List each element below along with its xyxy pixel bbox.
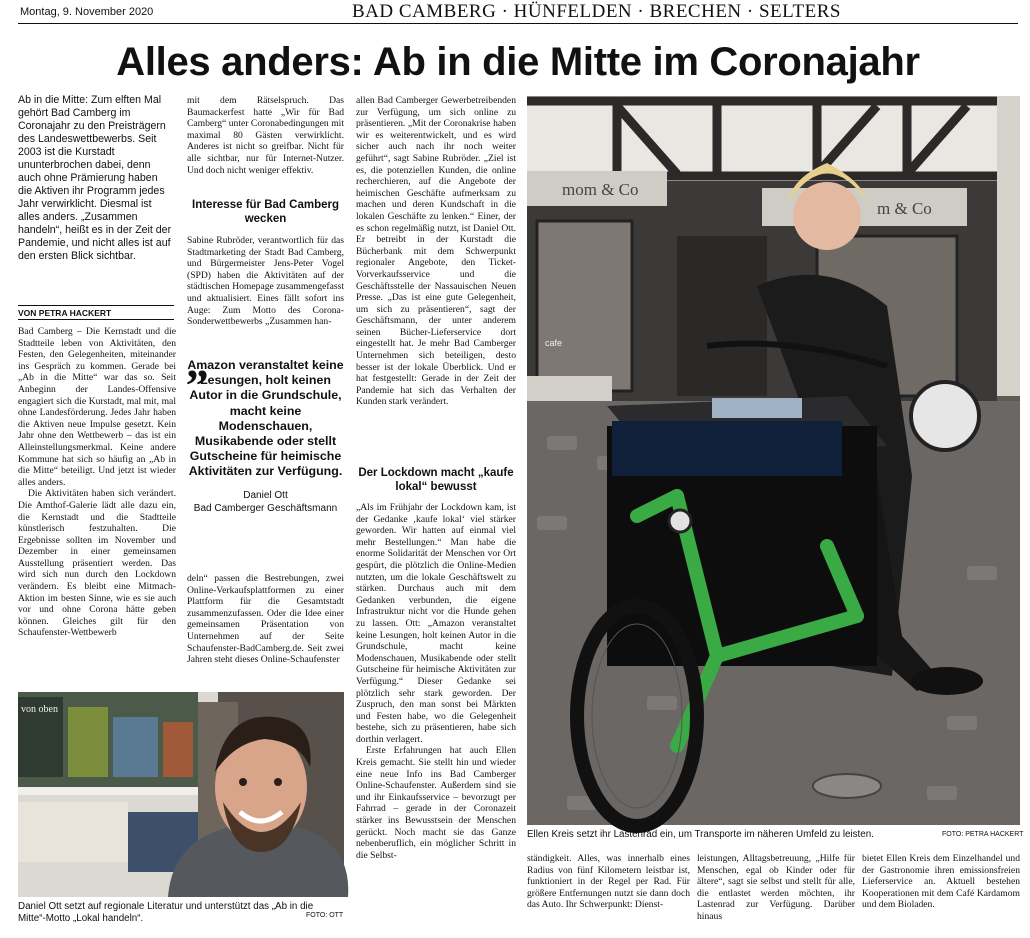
paragraph: Bad Camberg – Die Kernstadt und die Stadtteile leben von Aktivitäten, den Festen, den Gelegenheiten, miteinander ins Gespräch zu kommen. Gerade bei „Ab in die Mitte“ war das so. Seit Anbeginn der Landes-Offensive engagiert sich die Kurstadt, mal mit, mal ohne Landesförderung. Jedes Jahr haben die Aktiven neue Impulse gesetzt. Kein Jahr ohne den Wettbewerb – das ist ein Alleinstellungsmerkmal. Keine andere Kommune hat sich so häufig an „Ab in die Mitte“ beteiligt. Und jetzt ist wieder alles anders. [18,326,176,488]
cafe-sign: cafe [545,338,563,348]
cargo-bike-photo-illustration [527,96,1020,825]
quote-author [187,489,344,515]
paragraph: leistungen, Alltagsbetreuung, „Hilfe für Menschen, egal ob Kinder oder für ältere“, sagt sie selbst und stellt für alle, die entlastet werden möchten, ihr Lastenrad zur Verfügung. Darüber hinaus [697,853,855,922]
subheading: Interesse für Bad Camberg wecken [192,199,339,225]
quote-text: Amazon veranstaltet keine Lesungen, holt keinen Autor in die Grundschule, macht keine Modenschauen, Musikabende oder stellt Gutscheine für heimische Aktivitäten zur Verfügung. [187,358,344,479]
portrait-photo-credit: FOTO: OTT [306,912,344,919]
paragraph: Sabine Rubröder, verantwortlich für das Stadtmarketing der Stadt Bad Camberg, und Bürgermeister Jens-Peter Vogel (SPD) haben die Aktivitäten auf der städtischen Homepage zusammengefasst und aktualisiert. Eines fällt sofort ins Auge: Zum Motto des Corona-Sonderwettbewerbs „Zusammen han- [187,235,344,328]
headline: Alles anders: Ab in die Mitte im Coronajahr [116,40,920,84]
quote-author-role: Bad Camberger Geschäftsmann [193,502,338,514]
shop-sign-right: m & Co [877,199,932,218]
portrait-photo [18,692,344,897]
main-photo [527,96,1020,825]
paragraph: „Als im Frühjahr der Lockdown kam, ist der Gedanke ‚kaufe lokal‘ viel stärker geworden. Wir hatten auf einmal viel mehr Bestellungen.“ Man habe die enorme Solidarität der Menschen vor Ort gespürt, die plötzlich die Online-Medien nutzten, um die lokale Geschäftswelt zu stärken. Durchaus auch mit dem Gedanken verbunden, die eigene Infrastruktur nicht vor die Hunde gehen zu lassen. Ott: „Amazon veranstaltet keine Lesungen, holt keinen Autor in die Grundschule, macht keine Modenschauen, Musikabende oder stellt Gutscheine für heimische Aktivitäten zur Verfügung.“ Dieser Gedanke sei plötzlich sehr stark geworden. Der Zuspruch, den man sonst bei Märkten und Festen habe, wo die Gelegenheit bestehe, sich zu präsentieren, habe sich dorthin verlagert. [356,502,516,745]
issue-date: Montag, 9. November 2020 [20,6,154,18]
quote-mark-icon: „ [186,336,209,387]
paragraph: mit dem Rätselspruch. Das Baumackerfest hatte „Wir für Bad Camberg“ unter Coronabedingungen mit maximal 80 Gästen verwirklicht. Anderes ist nicht so greifbar. Nicht für alle sichtbar, nur für Internet-Nutzer. Und doch nicht weniger effektiv. [187,95,344,176]
bottom-column-1 [527,853,690,935]
bottom-column-2 [697,853,855,935]
shop-sign-left: mom & Co [562,180,639,199]
article-column-3-bottom [356,502,516,861]
paragraph: Die Aktivitäten haben sich verändert. Die Amthof-Galerie lädt alle dazu ein, die Kernstadt und die Stadtteile künstlerisch festzuhalten. Die Ergebnisse sollten im November und Dezember in einer gemeinsamen Ausstellung präsentiert werden. Das wird sich nun durch den Lockdown verändern. Es bleibt eine Mitmach-Aktion im besten Sinne, wie es sie auch vor und ohne Corona hätte geben können. Gleiches gilt für den Schaufenster-Wettbewerb [18,488,176,639]
paragraph: ständigkeit. Alles, was innerhalb eines Radius von fünf Kilometern leistbar ist, funktioniert in der Regel per Rad. Für größere Entfernungen nutzt sie dann doch das Auto. Ihr Schwerpunkt: Dienst- [527,853,690,911]
portrait-photo-caption: Daniel Ott setzt auf regionale Literatur und unterstützt das „Ab in die Mitte“-Motto „Lokal handeln“. [18,901,314,924]
paragraph: bietet Ellen Kreis dem Einzelhandel und der Gastronomie ihren emissionsfreien Lieferservice an. Aktuell bestehen Kooperationen mit dem Café Kardamom und dem Bioladen. [862,853,1020,911]
article-column-2-mid [187,235,344,345]
byline: VON PETRA HACKERT [18,305,174,320]
paragraph: allen Bad Camberger Gewerbetreibenden zur Verfügung, um sich online zu präsentieren. „Mit der Coronakrise haben wir es weiterentwickelt, und es wird sicher auch nach ihr noch weiter geführt“, sagt Sabine Rubröder. „Ziel ist es, die potenziellen Kunden, die online recherchieren, auf die Angebote der heimischen Geschäfte aufmerksam zu machen und deren Kundschaft in die lokalen Geschäfte zu lenken.“ Einer, der es schon regelmäßig nutzt, ist Daniel Ott. Er betreibt in der Kurstadt die Bücherbank mit dem Schwerpunkt regionaler Angebote, den Ticket-Vorverkaufsservice und die Geschäftsstelle der Nassauischen Neuen Presse. „Das ist eine gute Gelegenheit, um sich zu präsentieren“, sagt der Geschäftsmann, der unter anderem seinen Bücher-Lieferservice dort eingestellt hat. Je mehr Bad Camberger Unternehmen sich beteiligen, desto besser ist der lokale Überblick. Und er hat festgestellt: Gerade in der Zeit der Pandemie hat sich das Verhalten der Kunden stark verändert. [356,95,516,408]
intro-text: Ab in die Mitte: Zum elften Mal gehört Bad Camberg im Coronajahr zu den Preisträgern des Landeswettbewerbs. Seit 2003 ist die Kurstadt ununterbrochen dabei, denn auch ohne Prämierung haben die Aktiven ihr Programm jedes Jahr verwirklicht. Diesmal ist alles anders. „Zusammen handeln“, heißt es in der Zeit der Pandemie, und nicht alles ist auf den ersten Blick sichtbar. [18,94,172,262]
paragraph: Erste Erfahrungen hat auch Ellen Kreis gemacht. Sie stellt hin und wieder eine neue Info ins Bad Camberger Online-Schaufenster. Außerdem sind sie und ihr Einkaufsservice – bevorzugt per Fahrrad – gerade in der Coronazeit stärker ins Bewusstsein der Menschen gerückt. Noch macht sie das Ganze nebenberuflich, ein möglicher Schritt in die Selbst- [356,745,516,861]
article-column-2-bottom [187,573,344,680]
paragraph: deln“ passen die Bestrebungen, zwei Online-Verkaufsplattformen zu einer Plattform für die Gesamtstadt zusammenzufassen. Oder die Idee einer gemeinsamen Präsentation von Unternehmen auf der Seite Schaufenster-BadCamberg.de. Seit zwei Jahren steht dieses Online-Schaufenster [187,573,344,666]
article-column-1 [18,326,176,679]
article-column-2-top [187,95,344,187]
main-photo-credit: FOTO: PETRA HACKERT [942,831,1024,838]
subheading: Der Lockdown macht „kaufe lokal“ bewusst [358,467,514,493]
main-photo-caption: Ellen Kreis setzt ihr Lastenrad ein, um Transporte im näheren Umfeld zu leisten. [527,829,874,840]
bottom-column-3 [862,853,1020,935]
header-rule [18,23,1018,24]
region-header: BAD CAMBERG · HÜNFELDEN · BRECHEN · SELTERS [352,1,841,22]
pull-quote [186,336,344,515]
quote-author-name: Daniel Ott [243,489,288,501]
poster-text: von oben [21,704,58,715]
bookshop-photo-illustration [18,692,344,897]
article-column-3-top [356,95,516,457]
